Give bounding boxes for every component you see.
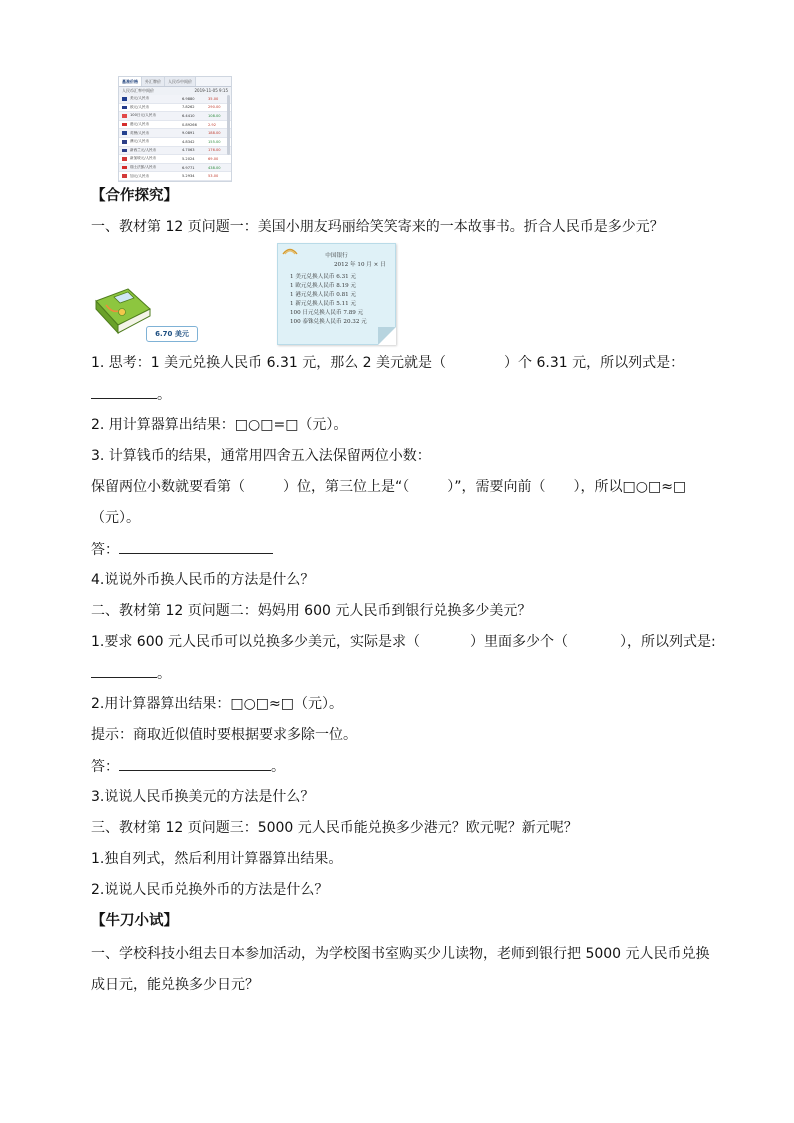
q1-item3-unit: （元）。 <box>91 510 140 526</box>
q3-item1: 1.独自列式，然后利用计算器算出结果。 <box>91 851 343 867</box>
rate-value: 6.4410 <box>182 113 195 118</box>
currency-flag-icon <box>122 123 127 127</box>
currency-pair: 澳元/人民币 <box>130 139 150 144</box>
rate-value: 6.9880 <box>182 96 195 101</box>
q2-item1-answer-line: 。 <box>91 663 171 684</box>
rate-value: 7.8262 <box>182 105 195 110</box>
currency-flag-icon <box>122 149 127 153</box>
q3-title: 三、教材第 12 页问题三：5000 元人民币能兑换多少港元？欧元呢？新元呢？ <box>91 820 578 836</box>
q1-item3-detail: 保留两位小数就要看第（ ）位，第三位上是“（ ）”，需要向前（ ），所以□○□≈□ <box>91 479 687 495</box>
q1-answer-line: 答： <box>91 539 273 560</box>
rate-change: 69.00 <box>208 156 219 161</box>
rate-table-row <box>119 172 231 181</box>
bank-logo-icon <box>282 246 298 256</box>
rate-change: 53.00 <box>208 174 219 179</box>
currency-pair: 加元/人民币 <box>130 173 150 178</box>
q2-hint: 提示：商取近似值时要根据要求多除一位。 <box>91 727 357 743</box>
blank-answer[interactable] <box>119 756 271 771</box>
rate-value: 5.2024 <box>182 156 195 161</box>
rate-value: 0.89266 <box>182 122 197 127</box>
rate-table-row <box>119 129 231 138</box>
q2-item1: 1.要求 600 元人民币可以兑换多少美元，实际是求（ ）里面多少个（ ），所以列式是: <box>91 634 716 650</box>
rate-table-title: 人民币汇率中间价 <box>122 88 154 93</box>
blank-expression[interactable] <box>91 663 157 678</box>
rate-table-row <box>119 121 231 130</box>
currency-flag-icon <box>122 157 127 161</box>
bank-rate-notice <box>277 243 396 345</box>
q1-item4: 4.说说外币换人民币的方法是什么？ <box>91 572 315 588</box>
rate-change: 155.00 <box>208 139 221 144</box>
rate-table-row <box>119 164 231 173</box>
rate-change: 108.00 <box>208 113 221 118</box>
exchange-rate-table <box>118 76 232 182</box>
q1-item1-answer-line: 。 <box>91 384 171 405</box>
rate-table-tabs <box>119 77 231 87</box>
rate-change: 35.00 <box>208 96 219 101</box>
rate-value: 4.8342 <box>182 139 195 144</box>
rate-table-row <box>119 95 231 104</box>
notice-line: 100 日元兑换人民币 7.89 元 <box>290 310 364 316</box>
currency-pair: 欧元/人民币 <box>130 104 150 109</box>
notice-rate-lines <box>290 273 395 327</box>
q3-item2: 2.说说人民币兑换外币的方法是什么？ <box>91 882 329 898</box>
q1-item3: 3. 计算钱币的结果，通常用四舍五入法保留两位小数： <box>91 448 431 464</box>
rate-table-row <box>119 104 231 113</box>
rate-table-row <box>119 138 231 147</box>
rate-table-row <box>119 147 231 156</box>
rate-tab-0: 基准价格 <box>119 77 142 86</box>
currency-pair: 英镑/人民币 <box>130 130 150 135</box>
rate-change: 290.00 <box>208 105 221 110</box>
currency-flag-icon <box>122 131 127 135</box>
section-try-heading: 【牛刀小试】 <box>91 913 178 929</box>
try1-line1: 一、学校科技小组去日本参加活动，为学校图书室购买少儿读物，老师到银行把 5000 元人民币兑换 <box>91 946 710 962</box>
blank-expression[interactable] <box>91 384 157 399</box>
currency-pair: 瑞士法郎/人民币 <box>130 165 157 170</box>
try1-line2: 成日元，能兑换多少日元？ <box>91 977 259 993</box>
notice-line: 100 泰铢兑换人民币 20.32 元 <box>290 319 367 325</box>
notice-line: 1 新元兑换人民币 5.11 元 <box>290 301 357 307</box>
currency-flag-icon <box>122 114 127 118</box>
rate-table-row <box>119 155 231 164</box>
section-coop-heading: 【合作探究】 <box>91 188 178 204</box>
currency-pair: 100日元/人民币 <box>130 113 157 118</box>
q1-item2: 2. 用计算器算出结果：□○□=□（元）。 <box>91 417 348 433</box>
currency-pair: 新西兰元/人民币 <box>130 147 157 152</box>
currency-flag-icon <box>122 166 127 170</box>
rate-change: 176.00 <box>208 148 221 153</box>
currency-flag-icon <box>122 97 127 101</box>
notice-date: 2012 年 10 月 × 日 <box>334 262 386 268</box>
rate-table-date: 2019-11-05 9:15 <box>194 88 228 93</box>
q2-item3: 3.说说人民币换美元的方法是什么？ <box>91 789 315 805</box>
rate-value: 6.9771 <box>182 165 195 170</box>
rate-table-row <box>119 112 231 121</box>
rate-value: 5.2934 <box>182 174 195 179</box>
rate-tab-1: 外汇牌价 <box>142 77 165 86</box>
currency-flag-icon <box>122 140 127 144</box>
notice-line: 1 美元兑换人民币 6.31 元 <box>290 274 357 280</box>
storybook-illustration <box>92 285 152 337</box>
rate-table-scrollbar <box>227 95 230 155</box>
rate-change: 438.00 <box>208 165 221 170</box>
notice-line: 1 欧元兑换人民币 8.19 元 <box>290 283 357 289</box>
currency-flag-icon <box>122 174 127 178</box>
rate-value: 4.7063 <box>182 148 195 153</box>
rate-table-body <box>119 95 231 181</box>
rate-value: 9.0891 <box>182 131 195 136</box>
currency-pair: 港元/人民币 <box>130 122 150 127</box>
q1-title: 一、教材第 12 页问题一：美国小朋友玛丽给笑笑寄来的一本故事书。折合人民币是多少元？ <box>91 219 664 235</box>
q2-title: 二、教材第 12 页问题二：妈妈用 600 元人民币到银行兑换多少美元？ <box>91 603 532 619</box>
currency-pair: 新加坡元/人民币 <box>130 156 157 161</box>
q1-item1: 1. 思考：1 美元兑换人民币 6.31 元，那么 2 美元就是（ ）个 6.31 元，所以列式是： <box>91 355 685 371</box>
blank-answer[interactable] <box>119 539 273 554</box>
q2-item2: 2.用计算器算出结果：□○□≈□（元）。 <box>91 696 343 712</box>
currency-flag-icon <box>122 106 127 110</box>
notice-bank-name: 中国银行 <box>325 253 348 259</box>
rate-change: 188.00 <box>208 131 221 136</box>
notice-line: 1 港元兑换人民币 0.81 元 <box>290 292 357 298</box>
rate-table-header <box>119 87 231 95</box>
book-price-tag: 6.70 美元 <box>146 326 198 342</box>
rate-tab-2: 人民币中间价 <box>165 77 196 86</box>
rate-change: 2.92 <box>208 122 217 127</box>
currency-pair: 美元/人民币 <box>130 96 150 101</box>
notice-page-curl <box>378 327 396 345</box>
q2-answer-line: 答： 。 <box>91 756 285 777</box>
